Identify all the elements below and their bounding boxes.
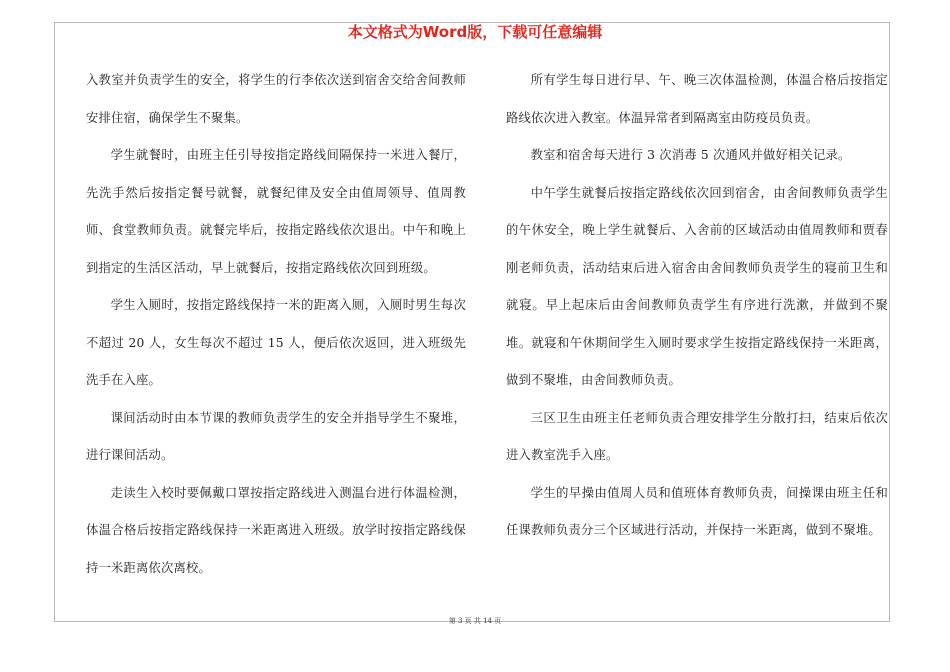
paragraph: 三区卫生由班主任老师负责合理安排学生分散打扫，结束后依次进入教室洗手入座。 — [506, 410, 888, 462]
paragraph: 教室和宿舍每天进行 3 次消毒 5 次通风并做好相关记录。 — [530, 148, 851, 162]
format-banner: 本文格式为Word版，下载可任意编辑 — [347, 23, 603, 41]
paragraph: 课间活动时由本节课的教师负责学生的安全并指导学生不聚堆，进行课间活动。 — [86, 410, 466, 462]
right-column — [506, 62, 888, 550]
page-number: 第 3 页 共 14 页 — [448, 617, 502, 625]
paragraph: 所有学生每日进行早、午、晚三次体温检测，体温合格后按指定路线依次进入教室。体温异常者到隔离室由防疫员负责。 — [506, 73, 888, 125]
paragraph: 中午学生就餐后按指定路线依次回到宿舍，由舍间教师负责学生的午休安全，晚上学生就餐后、入舍前的区域活动由值周教师和贾春刚老师负责，活动结束后进入宿舍由舍间教师负责学生的寝前卫生和就寝。早上起床后由舍间教师负责学生有序进行洗漱，并做到不聚堆。就寝和午休期间学生入厕时要求学生按指定路线保持一米距离，做到不聚堆，由舍间教师负责。 — [506, 185, 888, 387]
left-column — [86, 62, 466, 587]
paragraph: 走读生入校时要佩戴口罩按指定路线进入测温台进行体温检测，体温合格后按指定路线保持一米距离进入班级。放学时按指定路线保持一米距离依次离校。 — [86, 485, 466, 575]
paragraph: 学生就餐时，由班主任引导按指定路线间隔保持一米进入餐厅，先洗手然后按指定餐号就餐，就餐纪律及安全由值周领导、值周教师、食堂教师负责。就餐完毕后，按指定路线依次退出。中午和晚上到指定的生活区活动，早上就餐后，按指定路线依次回到班级。 — [86, 148, 466, 275]
paragraph: 入教室并负责学生的安全，将学生的行李依次送到宿舍交给舍间教师安排住宿，确保学生不聚集。 — [86, 73, 466, 125]
paragraph: 学生入厕时，按指定路线保持一米的距离入厕，入厕时男生每次不超过 20 人，女生每次不超过 15 人，便后依次返回，进入班级先洗手在入座。 — [86, 298, 466, 387]
paragraph: 学生的早操由值周人员和值班体育教师负责，间操课由班主任和任课教师负责分三个区域进行活动，并保持一米距离，做到不聚堆。 — [506, 485, 888, 537]
